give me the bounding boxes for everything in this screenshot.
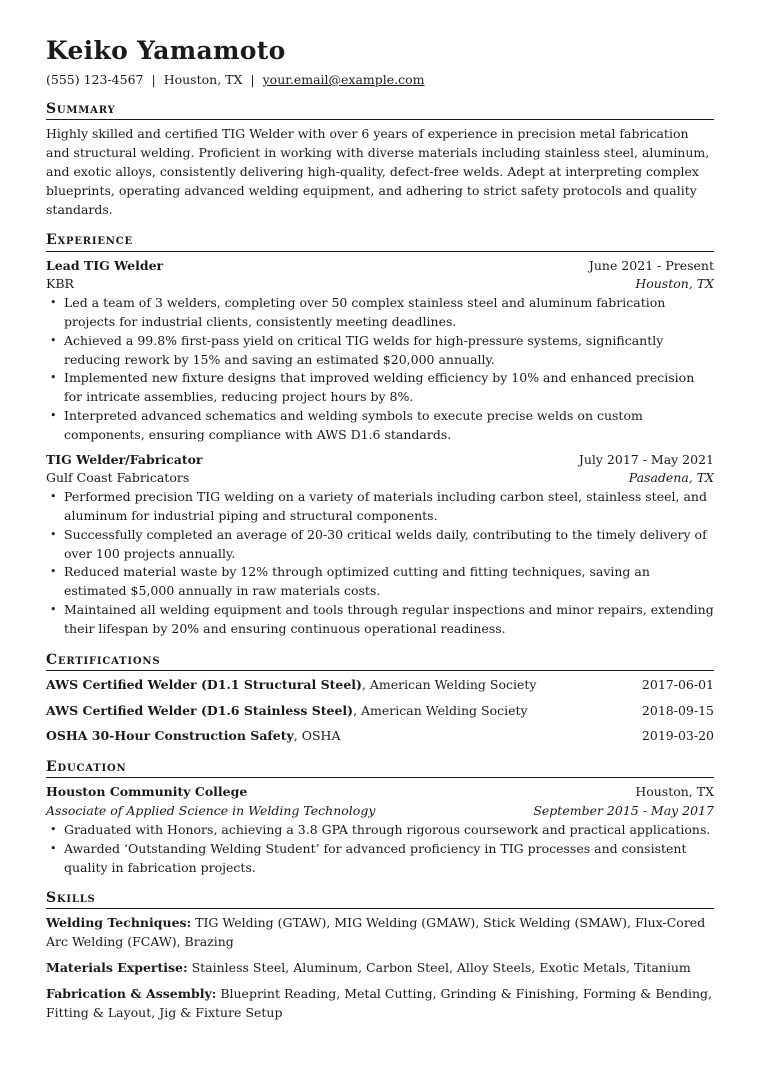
- job-subheader: [46, 469, 714, 488]
- bullet-item: • Achieved a 99.8% first-pass yield on critical TIG welds for high-pressure systems, significantly reducing rework by 15% and saving an estimated $20,000 annually.: [46, 332, 714, 370]
- skill-item: [46, 985, 714, 1023]
- skill-value: TIG Welding (GTAW), MIG Welding (GMAW), Stick Welding (SMAW), Flux-Cored Arc Welding (FCAW), Brazing: [46, 915, 706, 950]
- certification-date: 2019-03-20: [641, 728, 714, 744]
- certification-item: [46, 702, 714, 721]
- bullet-item: • Implemented new fixture designs that improved welding efficiency by 10% and enhanced precision for intricate assemblies, reducing project hours by 8%.: [46, 369, 714, 407]
- bullet-item: • Interpreted advanced schematics and welding symbols to execute precise welds on custom components, ensuring compliance with AWS D1.6 standards.: [46, 407, 714, 445]
- email-link[interactable]: your.email@example.com: [262, 72, 425, 87]
- bullet-item: • Maintained all welding equipment and tools through regular inspections and minor repairs, extending their lifespan by 20% and ensuring continuous operational readiness.: [46, 601, 714, 639]
- job-header: [46, 451, 714, 470]
- skill-label: Fabrication & Assembly:: [46, 985, 217, 1001]
- school-location: Houston, TX: [635, 784, 714, 800]
- certification-issuer: , American Welding Society: [353, 702, 528, 718]
- skill-item: [46, 959, 714, 978]
- education-dates: September 2015 - May 2017: [533, 803, 714, 819]
- bullet-item: • Graduated with Honors, achieving a 3.8 GPA through rigorous coursework and practical applications.: [46, 821, 714, 840]
- certification-item: [46, 727, 714, 746]
- section-title-certifications: Certifications: [46, 651, 714, 671]
- certifications-section: [46, 651, 714, 747]
- job-header: [46, 257, 714, 276]
- certification-item: [46, 676, 714, 695]
- summary-text: Highly skilled and certified TIG Welder with over 6 years of experience in precision metal fabrication and structural welding. Proficient in working with diverse materials including stainless steel, aluminum, and exotic alloys, consistently delivering high-quality, defect-free welds. Adept at interpreting complex blueprints, operating advanced welding equipment, and adhering to strict safety protocols and quality standards.: [46, 126, 710, 217]
- job-dates: July 2017 - May 2021: [578, 451, 714, 467]
- degree: Associate of Applied Science in Welding Technology: [46, 803, 376, 819]
- education-bullets: [46, 821, 714, 877]
- candidate-name: Keiko Yamamoto: [46, 36, 286, 65]
- education-subheader: [46, 802, 714, 821]
- phone-number: (555) 123-4567: [46, 72, 144, 87]
- skill-value: Stainless Steel, Aluminum, Carbon Steel, Alloy Steels, Exotic Metals, Titanium: [187, 960, 691, 976]
- job-location: Houston, TX: [635, 276, 714, 292]
- education-section: [46, 758, 714, 877]
- contact-separator: |: [151, 72, 156, 87]
- job-entry: [46, 257, 714, 445]
- education-header: [46, 783, 714, 802]
- bullet-item: • Led a team of 3 welders, completing over 50 complex stainless steel and aluminum fabrication projects for industrial clients, consistently meeting deadlines.: [46, 294, 714, 332]
- job-bullets: [46, 294, 714, 444]
- contact-separator: |: [250, 72, 255, 87]
- school-name: Houston Community College: [46, 784, 248, 800]
- job-subheader: [46, 275, 714, 294]
- bullet-item: • Successfully completed an average of 20-30 critical welds daily, contributing to the timely delivery of over 100 projects annually.: [46, 526, 714, 564]
- certification-name: OSHA 30-Hour Construction Safety: [46, 728, 294, 744]
- skill-value: Blueprint Reading, Metal Cutting, Grinding & Finishing, Forming & Bending, Fitting & Layout, Jig & Fixture Setup: [46, 985, 712, 1020]
- certification-name: AWS Certified Welder (D1.6 Stainless Steel): [46, 702, 354, 718]
- summary-section: [46, 100, 714, 219]
- certification-date: 2017-06-01: [641, 676, 714, 692]
- job-role: Lead TIG Welder: [46, 257, 164, 273]
- section-title-summary: Summary: [46, 100, 714, 120]
- certification-name: AWS Certified Welder (D1.1 Structural Steel): [46, 676, 362, 692]
- certification-issuer: , OSHA: [293, 728, 341, 744]
- bullet-item: • Performed precision TIG welding on a variety of materials including carbon steel, stainless steel, and aluminum for industrial piping and structural components.: [46, 488, 714, 526]
- experience-section: [46, 231, 714, 638]
- job-dates: June 2021 - Present: [588, 257, 714, 273]
- contact-line: [46, 72, 714, 88]
- bullet-item: • Awarded ‘Outstanding Welding Student’ for advanced proficiency in TIG processes and consistent quality in fabrication projects.: [46, 840, 714, 878]
- job-company: Gulf Coast Fabricators: [46, 470, 190, 486]
- skill-label: Welding Techniques:: [46, 915, 192, 931]
- job-role: TIG Welder/Fabricator: [46, 451, 203, 467]
- section-title-skills: Skills: [46, 889, 714, 909]
- section-title-education: Education: [46, 758, 714, 778]
- job-bullets: [46, 488, 714, 638]
- bullet-item: • Reduced material waste by 12% through optimized cutting and fitting techniques, saving an estimated $5,000 annually in raw materials costs.: [46, 563, 714, 601]
- skill-item: [46, 914, 714, 952]
- job-location: Pasadena, TX: [628, 470, 714, 486]
- location: Houston, TX: [163, 72, 243, 87]
- certification-date: 2018-09-15: [641, 702, 714, 718]
- job-company: KBR: [46, 276, 74, 292]
- job-entry: [46, 451, 714, 639]
- certification-issuer: , American Welding Society: [361, 676, 537, 692]
- skill-label: Materials Expertise:: [46, 960, 188, 976]
- section-title-experience: Experience: [46, 231, 714, 251]
- skills-section: [46, 889, 714, 1022]
